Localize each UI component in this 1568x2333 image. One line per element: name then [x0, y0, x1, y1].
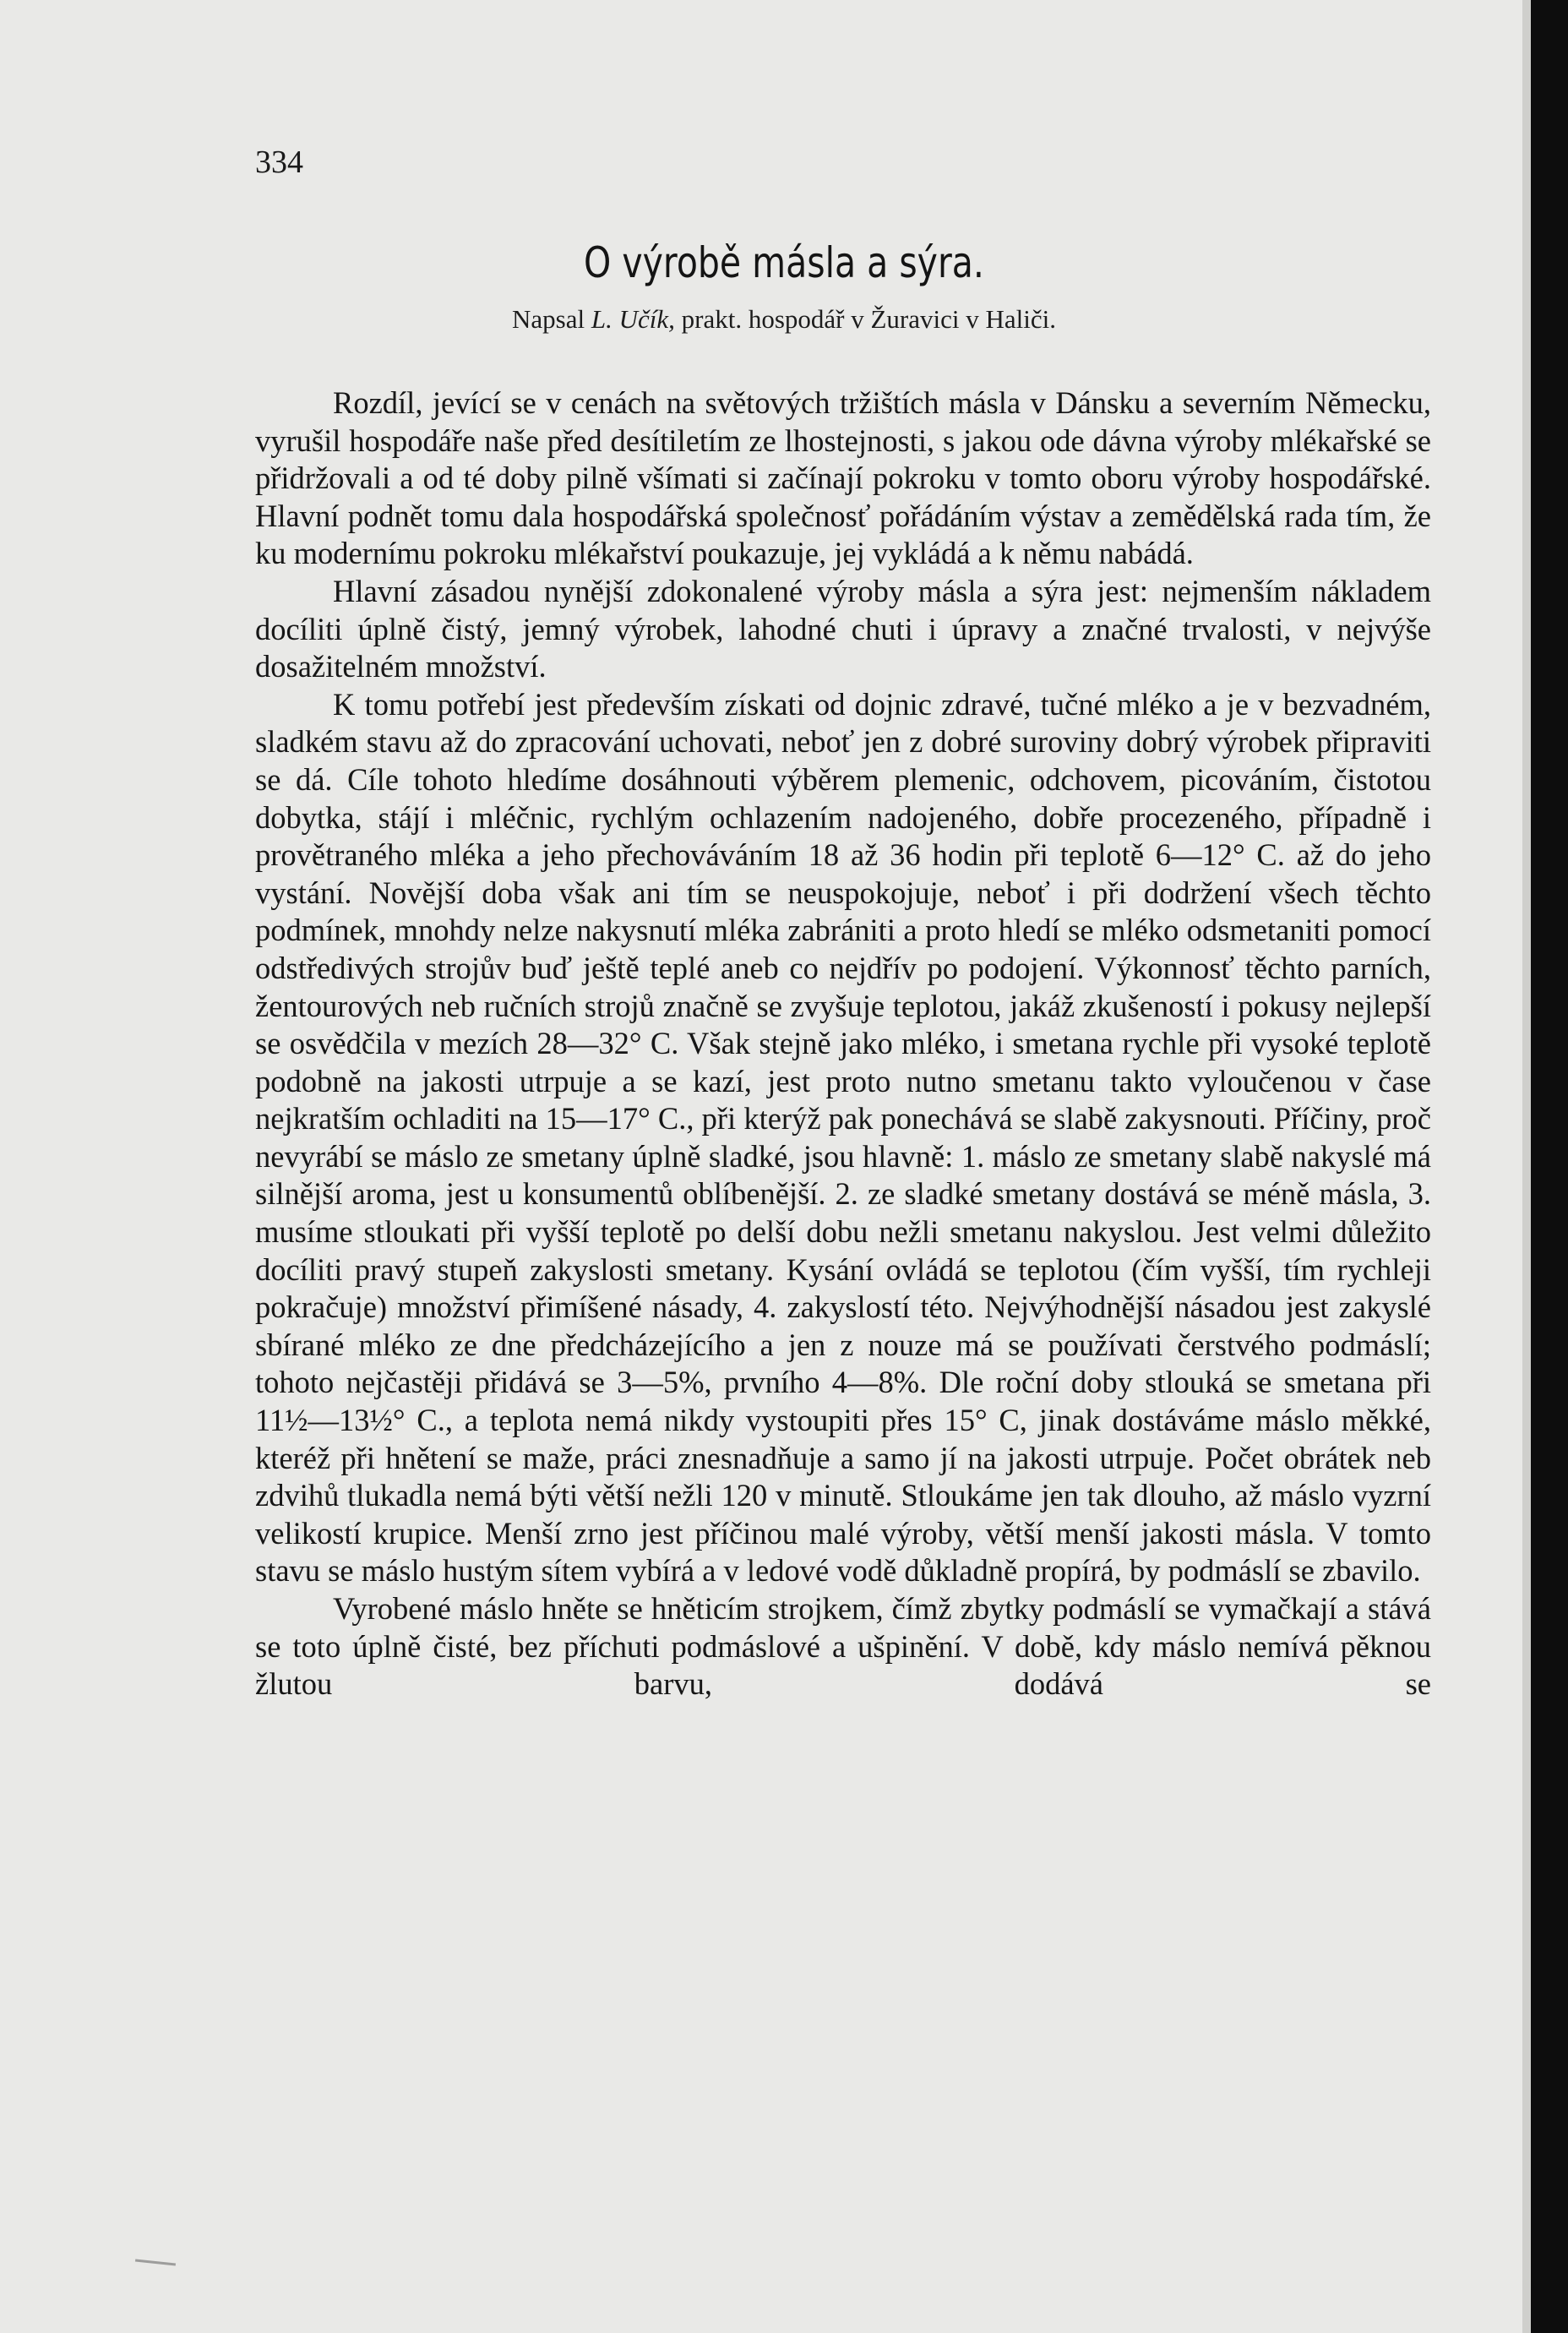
byline — [0, 304, 1568, 335]
scan-mark — [135, 2259, 176, 2265]
paragraph: Vyrobené máslo hněte se hněticím strojkem, čímž zbytky podmáslí se vymačkají a stává se toto úplně čisté, bez příchuti podmáslové a ušpinění. V době, kdy máslo nemívá pěknou žlutou barvu, dodává se — [255, 1591, 1431, 1702]
paragraph: Hlavní zásadou nynější zdokonalené výroby másla a sýra jest: nejmenším nákladem docíliti úplně čistý, jemný výrobek, lahodné chuti i úpravy a značné trvalosti, v nejvýše dosažitelném množství. — [255, 573, 1431, 684]
paragraph: Rozdíl, jevící se v cenách na světových tržištích másla v Dánsku a severním Německu, vyrušil hospodáře naše před desítiletím ze lhostejnosti, s jakou ode dávna výroby mlékařské se přidržovali a od té doby pilně všímati si začínají pokroku v tomto oboru výroby hospodářské. Hlavní podnět tomu dala hospodářská společnosť pořádáním výstav a zemědělská rada tím, že ku modernímu pokroku mlékařství poukazuje, jej vykládá a k němu nabádá. — [255, 385, 1431, 571]
byline-prefix: Napsal — [512, 304, 585, 334]
article-body — [255, 384, 1431, 1703]
byline-suffix: prakt. hospodář v Žuravici v Haliči. — [681, 304, 1056, 334]
byline-author-initial: L. — [591, 304, 612, 334]
book-spine-shadow — [1531, 0, 1568, 2333]
page-number: 334 — [255, 144, 303, 180]
article-title: O výrobě másla a sýra. — [584, 238, 984, 287]
paragraph: K tomu potřebí jest především získati od dojnic zdravé, tučné mléko a je v bezvadném, sladkém stavu až do zpracování uchovati, neboť jen z dobré suroviny dobrý výrobek připraviti se dá. Cíle tohoto hledíme dosáhnouti výběrem plemenic, odchovem, picováním, čistotou dobytka, stájí i mléčnic, rychlým ochlazením nadojeného, dobře procezeného, případně i provětraného mléka a jeho přechováváním 18 až 36 hodin při teplotě 6—12° C. až do jeho vystání. Novější doba však ani tím se neuspokojuje, neboť i při dodržení všech těchto podmínek, mnohdy nelze nakysnutí mléka zabrániti a proto hledí se mléko odsmetaniti pomocí odstředivých strojův buď ještě teplé aneb co nejdřív po podojení. Výkonnosť těchto parních, žentourových neb ručních strojů značně se zvyšuje teplotou, jakáž zkušeností i pokusy nejlepší se osvědčila v mezích 28—32° C. Však stejně jako mléko, i smetana rychle při vysoké teplotě podobně na jakosti utrpuje a se kazí, jest proto nutno smetanu takto vyloučenou v čase nejkratším ochladiti na 15—17° C., při kterýž pak ponechává se slabě zakysnouti. Příčiny, proč nevyrábí se máslo ze smetany úplně sladké, jsou hlavně: 1. máslo ze smetany slabě nakyslé má silnější aroma, jest u konsumentů oblíbenější. 2. ze sladké smetany dostává se méně másla, 3. musíme stloukati při vyšší teplotě po delší dobu nežli smetanu nakyslou. Jest velmi důležito docíliti pravý stupeň zakyslosti smetany. Kysání ovládá se teplotou (čím vyšší, tím rychleji pokračuje) množství přimíšené násady, 4. zakyslostí této. Nejvýhodnější násadou jest zakyslé sbírané mléko ze dne předcházejícího a jen z nouze má se používati čerstvého podmáslí; tohoto nejčastěji přidává se 3—5%, prvního 4—8%. Dle roční doby stlouká se smetana při 11½—13½° C., a teplota nemá nikdy vystoupiti přes 15° C, jinak dostáváme máslo měkké, kteréž při hnětení se maže, práci znesnadňuje a samo jí na jakosti utrpuje. Počet obrátek neb zdvihů tlukadla nemá býti větší nežli 120 v minutě. Stloukáme jen tak dlouho, až máslo vyzrní velikostí krupice. Menší zrno jest příčinou malé výroby, větší menší jakosti másla. V tomto stavu se máslo hustým sítem vybírá a v ledové vodě důkladně propírá, by podmáslí se zbavilo. — [255, 686, 1431, 1589]
byline-author-surname: Učík, — [618, 304, 675, 334]
page-edge-shadow — [1522, 0, 1531, 2333]
